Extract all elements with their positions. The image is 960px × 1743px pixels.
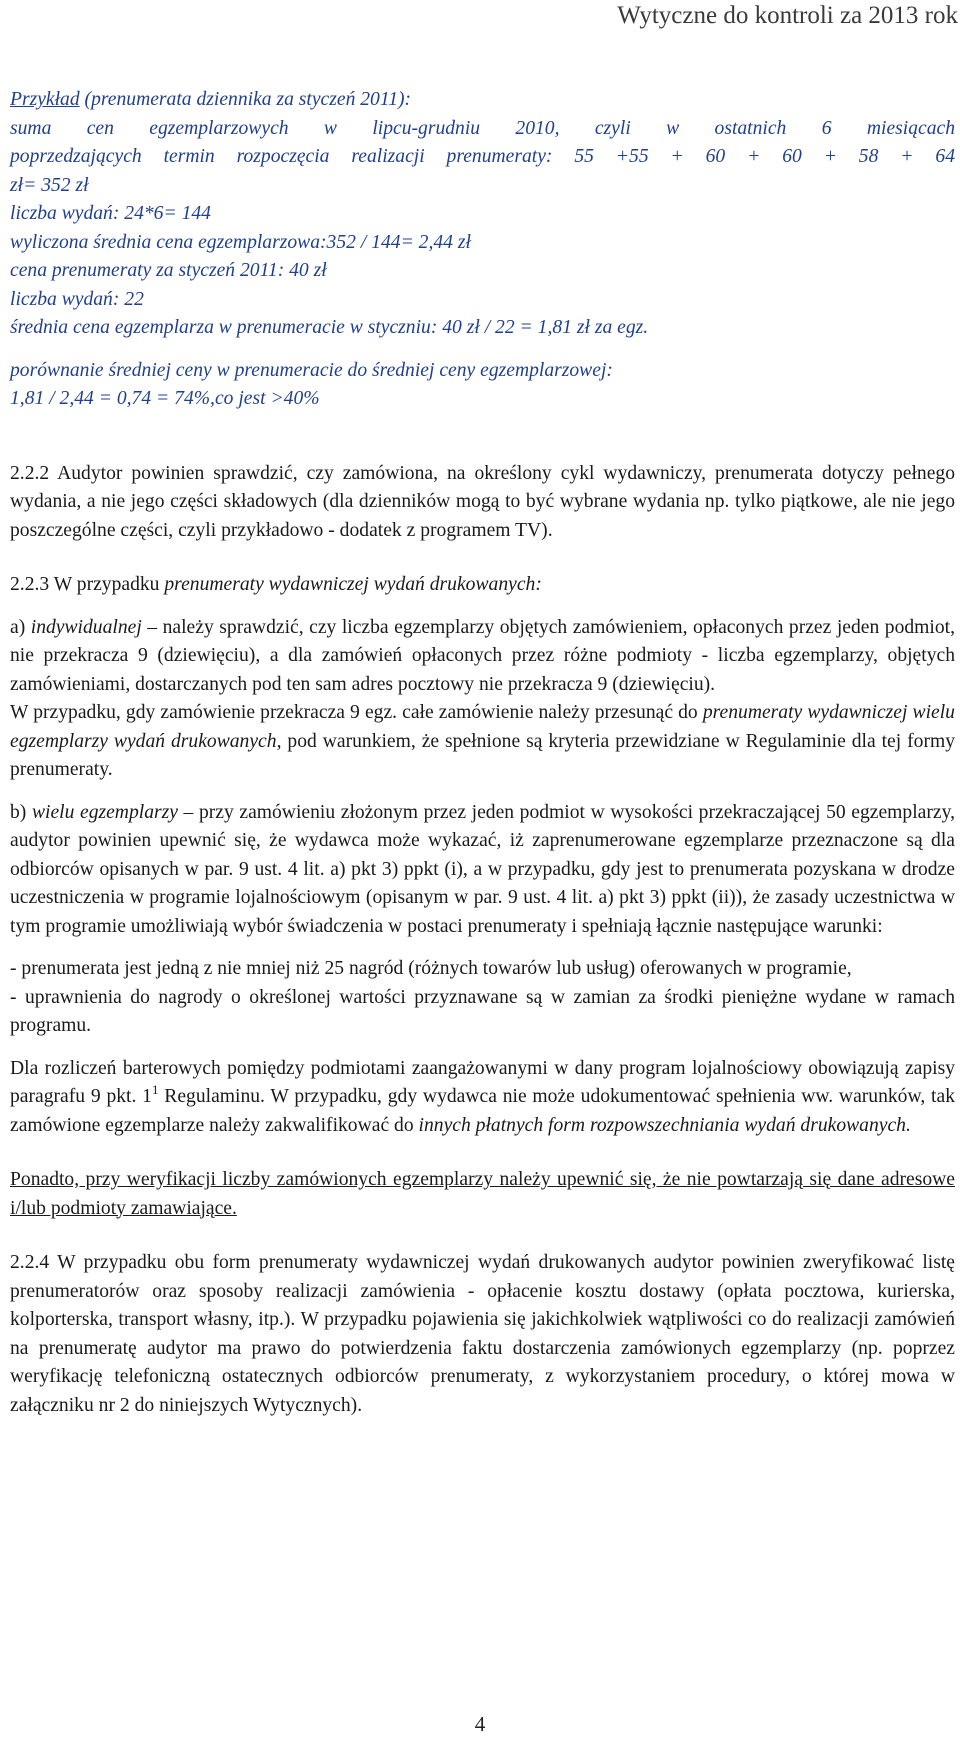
running-header: Wytyczne do kontroli za 2013 rok: [617, 2, 958, 29]
example-line: liczba wydań: 24*6= 144: [10, 203, 211, 224]
example-block: [10, 86, 955, 414]
example-line: suma cen egzemplarzowych w lipcu-grudniu 2010, czyli w ostatnich 6 miesiącach: [10, 117, 955, 139]
address-check-note: Ponadto, przy weryfikacji liczby zamówionych egzemplarzy należy upewnić się, że nie powtarzają się dane adresowe i/lub podmioty zamawiające.: [10, 1169, 955, 1219]
example-line: średnia cena egzemplarza w prenumeracie w styczniu: 40 zł / 22 = 1,81 zł za egz.: [10, 317, 649, 338]
example-title: Przykład (prenumerata dziennika za styczeń 2011):: [10, 89, 412, 110]
example-line: wyliczona średnia cena egzemplarzowa:352 / 144= 2,44 zł: [10, 231, 471, 253]
comparison-line: 1,81 / 2,44 = 0,74 = 74%,co jest >40%: [10, 388, 320, 409]
example-line: cena prenumeraty za styczeń 2011: 40 zł: [10, 260, 327, 281]
page-number: 4: [474, 1712, 486, 1736]
example-line: zł= 352 zł: [10, 174, 89, 196]
example-title-link[interactable]: Przykład: [10, 89, 80, 110]
example-line: poprzedzających termin rozpoczęcia realizacji prenumeraty: 55 +55 + 60 + 60 + 58 + 64: [10, 146, 955, 167]
example-line: liczba wydań: 22: [10, 288, 144, 310]
section-2-2-2: 2.2.2 Audytor powinien sprawdzić, czy zamówiona, na określony cykl wydawniczy, prenumerata dotyczy pełnego wydania, a nie jego części składowych (dla dzienników mogą to być wybrane wydania np. tylko piątkowe, ale nie jego poszczególne części, czyli przykładowo - dodatek z programem TV).: [10, 462, 955, 541]
document-body: [10, 86, 955, 1420]
section-2-2-4: 2.2.4 W przypadku obu form prenumeraty wydawniczej wydań drukowanych audytor powinien zweryfikować listę prenumeratorów oraz sposoby realizacji zamówienia - opłacenie kosztu dostawy (opłata pocztowa, kurierska, kolporterska, transport własny, itp.). W przypadku pojawienia się jakichkolwiek wątpliwości co do realizacji zamówień na prenumeratę audytor ma prawo do potwierdzenia faktu dostarczenia zamówionych egzemplarzy (np. poprzez weryfikację telefoniczną ostatecznych odbiorców prenumeraty, z wykorzystaniem procedury, o której mowa w załączniku nr 2 do niniejszych Wytycznych).: [10, 1252, 955, 1416]
barter-paragraph: Dla rozliczeń barterowych pomiędzy podmiotami zaangażowanymi w dany program lojalnościowy obowiązują zapisy paragrafu 9 pkt. $1^1$ Regulaminu. W przypadku, gdy wydawca nie może udokumentować spełnienia ww. warunków, tak zamówione egzemplarze należy zakwalifikować do innych płatnych form rozpowszechniania wydań drukowanych.: [10, 1057, 955, 1136]
comparison-line: porównanie średniej ceny w prenumeracie do średniej ceny egzemplarzowej:: [10, 359, 613, 381]
point-a-continuation: W przypadku, gdy zamówienie przekracza 9 egz. całe zamówienie należy przesunąć do prenumeraty wydawniczej wielu egzemplarzy wydań drukowanych, pod warunkiem, że spełnione są kryteria przewidziane w Regulaminie dla tej formy prenumeraty.: [10, 702, 956, 780]
point-a: a) indywidualnej – należy sprawdzić, czy liczba egzemplarzy objętych zamówieniem, opłaconych przez jeden podmiot, nie przekracza 9 (dziewięciu), a dla zamówień opłaconych przez różne podmioty - liczba egzemplarzy, objętych zamówieniami, dostarczanych pod ten sam adres pocztowy nie przekracza 9 (dziewięciu).: [10, 616, 955, 695]
condition-item: - uprawnienia do nagrody o określonej wartości przyznawane są w zamian za środki pieniężne wydane w ramach programu.: [10, 986, 955, 1036]
point-b: b) wielu egzemplarzy – przy zamówieniu złożonym przez jeden podmiot w wysokości przekraczającej 50 egzemplarzy, audytor powinien upewnić się, że wydawca może wykazać, iż zaprenumerowane egzemplarze przeznaczone są dla odbiorców opisanych w par. 9 ust. 4 lit. a) pkt 3) ppkt (i), a w przypadku, gdy jest to prenumerata pozyskana w drodze uczestniczenia w programie lojalnościowym (opisanym w par. 9 ust. 4 lit. a) pkt 3) ppkt (ii)), że zasady uczestnictwa w tym programie umożliwiają wybór świadczenia w postaci prenumeraty i spełniają łącznie następujące warunki:: [10, 801, 955, 937]
footnote-ref[interactable]: 1: [151, 1082, 159, 1097]
condition-item: - prenumerata jest jedną z nie mniej niż 25 nagród (różnych towarów lub usług) oferowanych w programie,: [10, 958, 852, 979]
section-2-2-3-lead: 2.2.3 W przypadku prenumeraty wydawniczej wydań drukowanych:: [10, 574, 542, 595]
